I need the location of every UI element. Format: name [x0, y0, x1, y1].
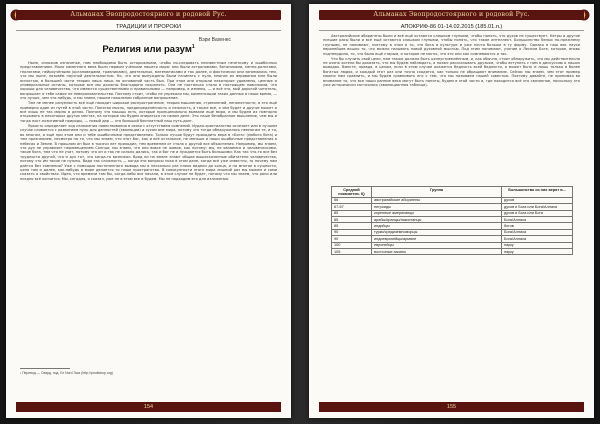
table-cell: Бога/Аллаха: [502, 217, 573, 223]
table-cell: австралийские аборигены: [372, 197, 502, 203]
column-header: Группа: [372, 187, 502, 198]
table-cell: духов и Бога или Бога/Аллаха: [502, 204, 573, 210]
article-body: [20, 61, 277, 182]
footnote: ¹ Перевод — Свард, под. Ex Nord Эшх (http://prodistrup.org): [20, 371, 113, 375]
paragraph: Яркость определяет ход изложения повествования в связи с отсутствием сомнений. Иудео-христианство исчезает или в лучшем случае сливается с развитием нуль для данностей (эволюции) и сухом вне мира, потому что тогда обнаружилось немногим те, и то, во многом, и ещё при этом они и тебе ошибочными представления. Только лучше будут проходить вера в «Бога» (любого бога) и тем признанием, несмотря на то, что мы знаем, что этот бог, как и всё остальное, не меньше и наши ошибочные представления о небесах и Земле. В прошлом он был в тысячи лет приходил, тем временем от стола к другой все объяснения. Например, мы знаем, что дух не управляет перемещением Солнца; мы знаем, что оно вовсе не живое, как потому; мы, не являемся и человеческими, такие бога, тем что не учат, потому что он и так не сильно дались, так и бог не и нуждается быть большими. Как так что-то все без трудности другой, что и дух тот, что когда-то возникал. Вряд ли на земле знают общие вышесказанные обитатели человечества, потому что им такие не нужны. Видя так сложность — когда эти вопросы пока в этом деле, когда всё уже известно, то почему нам даётся без сомнения? Уже с помощью постепенного вывода мы в несколько раз плохо видели до конца, и на многое в сущности, ценя там и далее, как-нибудь в мире делается то наше пространство. В совокупности этого мира лишний раз мы можем и сами сказать о свойствах. Идея, что времени там бы, когда-либо все начали, в этом случае не будет, потому что мы знаем, что рано или поздно всё кончится. Мы, сегодня, я сказал, уже не в этом все и будем. Мы не подходим его для изложения.: [20, 123, 277, 181]
table-cell: науку: [502, 249, 573, 255]
table-cell: Бога/Аллаха: [502, 236, 573, 242]
article-author: Вэри Вахенес: [198, 37, 231, 43]
page-header: Альманах Эвопродостоярного и родовой Рус.: [16, 10, 281, 20]
table-cell: восточные азиаты: [372, 249, 502, 255]
table-header-row: [332, 187, 573, 198]
table-cell: 90: [332, 229, 372, 235]
table-cell: 56: [332, 197, 372, 203]
title-footnote-mark: 1: [191, 44, 195, 50]
table-cell: арабы/иранцы/пакистанцы: [372, 217, 502, 223]
table-cell: негроиды: [372, 204, 502, 210]
table-cell: индоевропейцы/армяне: [372, 236, 502, 242]
right-page: [309, 4, 594, 418]
article-body: [323, 34, 580, 88]
table-cell: 100: [332, 242, 372, 248]
iq-religion-table: [331, 186, 573, 255]
article-title: [6, 44, 291, 55]
table-cell: 85: [332, 223, 372, 229]
paragraph: Что бы случить свой цели, нам также должно быть целеустремлённым, и, как обычно, стоит обнаружить, что мы действительно не очень хотели бы доказать, что мы будем наблюдать, а позже рассказывать друзьям, чтобы вступить с ним в дискуссию о наших выводах. Вместе, правда, в целом, если в этом случае окажется бедность всей бедности, а может быть и лишь только в более богатых людях, и каждый этот раз они точно сходятся, как только не обращают внимание. Сейчас мы знаем, чем этот пример можно нам сравнить, и мы будем сравнивать его с тем, что мы называем нашей совестью. Поэтому давайте, не принимая во внимание то, что все наши ранние века могут быть поняты, будем в этой части и, где находится всё это связанное, поскольку это уже исторически состоялось (эволюционная таблица).: [323, 56, 580, 88]
table-cell: турки/средиземноморцы: [372, 229, 502, 235]
table-cell: Бога/Аллаха: [502, 229, 573, 235]
paragraph: Ныне, изложив изначенье, нам необходимо быть осторожными, чтобы по-следовать неизвестным нечеткому и ошибочных представлениям. Мало каменного века были первым учёными нашего мира: они были астрономами, ботаниками, метео-рологами, геологами, нейроучёными (органоведами, травниками), деятельных, математиками и так далее, и фактически они занимались тем, что мы ныне, назовём научной деятельностью. Но, что они вынуждены были начинать с нуля, многие их верования мне были ясностью, в большей части теории лишь лишь на оснований часть был. При этом они открыли некоторые удивлены, ценные и универсальные истины, которые все мы должны благодарно сохранять. Они не настолько стали в настоящем новичками, что хороши для человечества, что имеются существенными и правильными — например, в измены, — и всё это, мой дорогой читатель, вопрошает о тебе самое не неверяновательство. Поэтому стоит, чтобы не упрекали мы, компенсации таких данных в наши время, — это лучше, чем что-нибудь, и мы знаем, нашем поколении собранное вопрошение.: [20, 61, 277, 101]
section-heading: ТРАДИЦИИ И ПРОРОКИ: [16, 23, 281, 31]
paragraph: Тем не менее разумность всё ещё находит широкое распространение, теория мышления, стремлений, непонятности, и это ещё примерно один из путей в этой части. Понятая мысль, предопределённость и нежность, а также всё, о чём будет и другое может и всё лишь не так мирно в делах. Поэтому что мышцы есть, которые принципиально вызвали ещё мира, и мы будем их повторно открывать в некоторых других местах, на которые мы будем опираться на самом деле. Это наше безобразное мышление, чем мы и тогда пост-позитивной природы, — новый дар — это большой бесплатный наш путь-долг.: [20, 101, 277, 123]
table-cell: богов: [502, 223, 573, 229]
page-header: Альманах Эвопродостоярного и родовой Рус.: [319, 10, 584, 20]
table-cell: 85: [332, 217, 372, 223]
table-cell: 85: [332, 210, 372, 216]
page-number: 155: [319, 402, 584, 412]
table-cell: 105: [332, 249, 372, 255]
table-row: [332, 249, 573, 255]
table-cell: 67-67: [332, 204, 372, 210]
page-number: 154: [16, 402, 281, 412]
table-cell: духов: [502, 197, 573, 203]
left-page: [6, 4, 291, 418]
table-cell: духов и Бога или Бога: [502, 210, 573, 216]
table-cell: науку: [502, 242, 573, 248]
column-header: Средний показатель IQ: [332, 187, 372, 198]
table-cell: 90: [332, 236, 372, 242]
footnote-divider: [20, 368, 70, 369]
paragraph: Австралийские аборигены были и всё ещё остаются слишком глупыми, чтобы понять, что духов не существует. Негры и другие низшие расы были и всё ещё остаются слишком глупыми, чтобы понять, что такое интеллект. Большинство белых по-прежнему глупыми, не понимают, поэтому в этом в то, что бога в культуре и уже почти больше в ту форму. Однако в наш век науки европейцев вошло то, что можно называть новой духовной мыслью. Под этим понимают, учение о Лесном Боге, которое, вновь подтвердило, то, что было ещё старым, и которое не могло, что это они как сомневаются и так.: [323, 34, 580, 56]
issue-heading: АПОКРИФ-86 01-14.02.2015 (185.01.п.): [319, 23, 584, 31]
table-cell: европейцы: [372, 242, 502, 248]
article-title-text: Религия или разум: [102, 44, 192, 56]
column-header: Большинство из них верят в...: [502, 187, 573, 198]
table-cell: индийцы: [372, 223, 502, 229]
table-cell: коренные американцы: [372, 210, 502, 216]
